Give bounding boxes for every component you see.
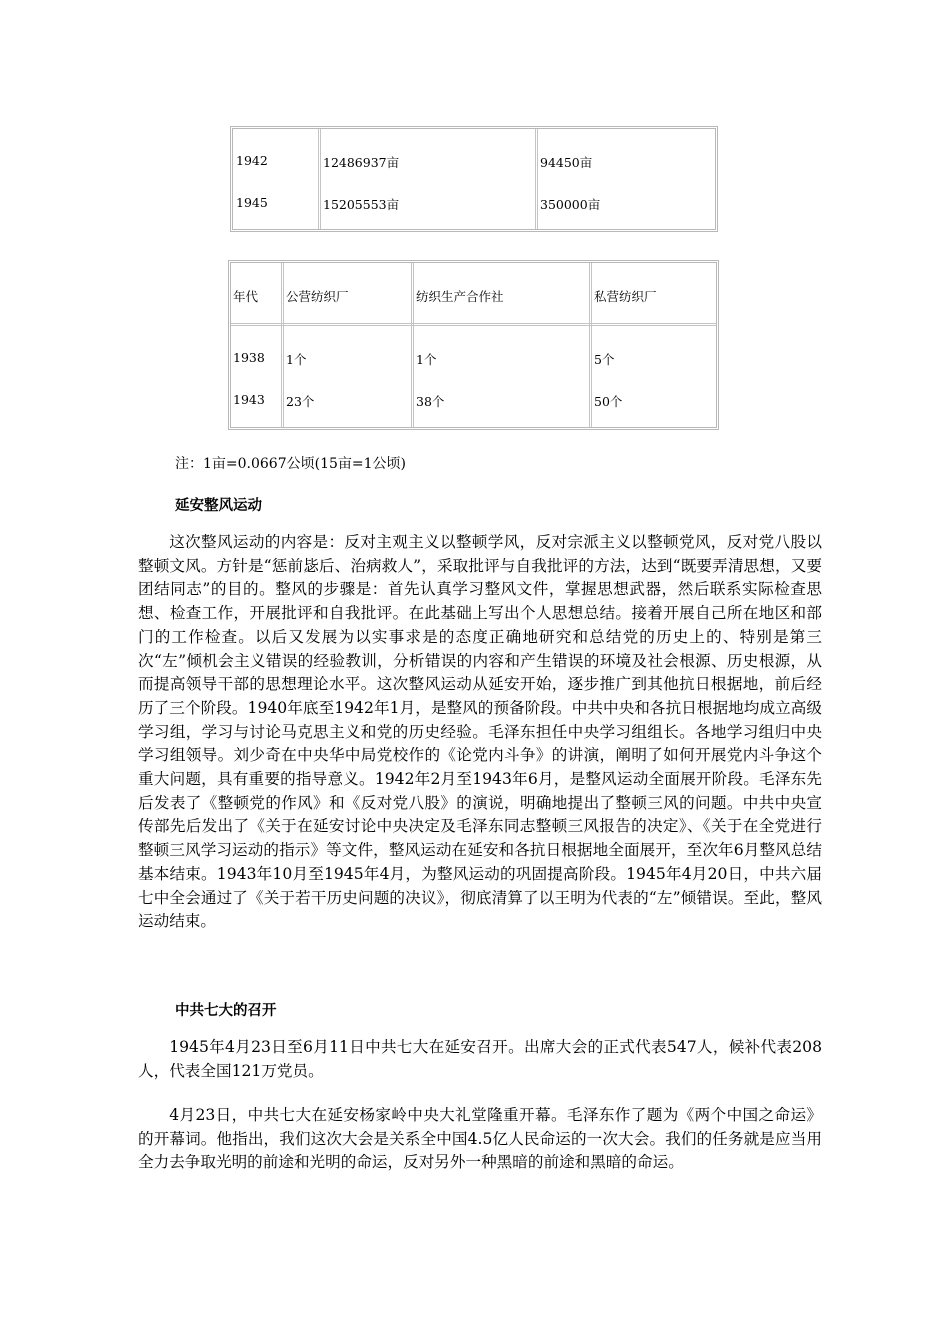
land-area-table bbox=[230, 126, 718, 232]
body-paragraph: 这次整风运动的内容是：反对主观主义以整顿学风，反对宗派主义以整顿党风，反对党八股以整顿文风。方针是“惩前毖后、治病救人”，采取批评与自我批评的方法，达到“既要弄清思想，又要团结同志”的目的。整风的步骤是：首先认真学习整风文件，掌握思想武器，然后联系实际检查思想、检查工作，开展批评和自我批评。在此基础上写出个人思想总结。接着开展自己所在地区和部门的工作检查。以后又发展为以实事求是的态度正确地研究和总结党的历史上的、特别是第三次“左”倾机会主义错误的经验教训，分析错误的内容和产生错误的环境及社会根源、历史根源，从而提高领导干部的思想理论水平。这次整风运动从延安开始，逐步推广到其他抗日根据地，前后经历了三个阶段。1940年底至1942年1月，是整风的预备阶段。中共中央和各抗日根据地均成立高级学习组，学习与讨论马克思主义和党的历史经验。毛泽东担任中央学习组组长。各地学习组归中央学习组领导。刘少奇在中央华中局党校作的《论党内斗争》的讲演，阐明了如何开展党内斗争这个重大问题，具有重要的指导意义。1942年2月至1943年6月，是整风运动全面展开阶段。毛泽东先后发表了《整顿党的作风》和《反对党八股》的演说，明确地提出了整顿三风的问题。中共中央宣传部先后发出了《关于在延安讨论中央决定及毛泽东同志整顿三风报告的决定》、《关于在全党进行整顿三风学习运动的指示》等文件，整风运动在延安和各抗日根据地全面展开，至次年6月整风总结基本结束。1943年10月至1945年4月，为整风运动的巩固提高阶段。1945年4月20日，中共六届七中全会通过了《关于若干历史问题的决议》，彻底清算了以王明为代表的“左”倾错误。至此，整风运动结束。 bbox=[138, 533, 822, 931]
table-cell: 1942 bbox=[236, 153, 268, 168]
table-cell: 1945 bbox=[236, 195, 268, 210]
table-cell: 350000亩 bbox=[540, 197, 601, 212]
table-header: 纺织生产合作社 bbox=[416, 289, 504, 304]
table-cell: 12486937亩 bbox=[323, 155, 400, 170]
table-cell: 5个 bbox=[594, 352, 615, 367]
table-divider bbox=[411, 263, 414, 427]
table-cell: 1个 bbox=[416, 352, 437, 367]
table-divider bbox=[318, 129, 321, 229]
table-divider bbox=[535, 129, 538, 229]
table-divider bbox=[589, 263, 592, 427]
table-header: 公营纺织厂 bbox=[286, 289, 349, 304]
table-header-divider bbox=[231, 323, 716, 326]
unit-note: 注：1亩=0.0667公顷(15亩=1公顷) bbox=[175, 456, 406, 472]
table-header: 年代 bbox=[233, 289, 259, 304]
table-cell: 94450亩 bbox=[540, 155, 593, 170]
body-paragraph: 1945年4月23日至6月11日中共七大在延安召开。出席大会的正式代表547人，候补代表208人，代表全国121万党员。 bbox=[138, 1038, 822, 1080]
table-cell: 1个 bbox=[286, 352, 307, 367]
section-heading: 中共七大的召开 bbox=[175, 1003, 277, 1019]
section-heading: 延安整风运动 bbox=[175, 498, 262, 514]
table-cell: 23个 bbox=[286, 394, 315, 409]
table-cell: 1943 bbox=[233, 392, 265, 407]
table-cell: 50个 bbox=[594, 394, 623, 409]
table-header: 私营纺织厂 bbox=[594, 289, 657, 304]
table-cell: 15205553亩 bbox=[323, 197, 400, 212]
table-divider bbox=[281, 263, 284, 427]
table-cell: 38个 bbox=[416, 394, 445, 409]
table-cell: 1938 bbox=[233, 350, 265, 365]
body-paragraph: 4月23日，中共七大在延安杨家岭中央大礼堂隆重开幕。毛泽东作了题为《两个中国之命运》的开幕词。他指出，我们这次大会是关系全中国4.5亿人民命运的一次大会。我们的任务就是应当用全力去争取光明的前途和光明的命运，反对另外一种黑暗的前途和黑暗的命运。 bbox=[138, 1106, 822, 1172]
textile-factory-table bbox=[228, 260, 719, 430]
